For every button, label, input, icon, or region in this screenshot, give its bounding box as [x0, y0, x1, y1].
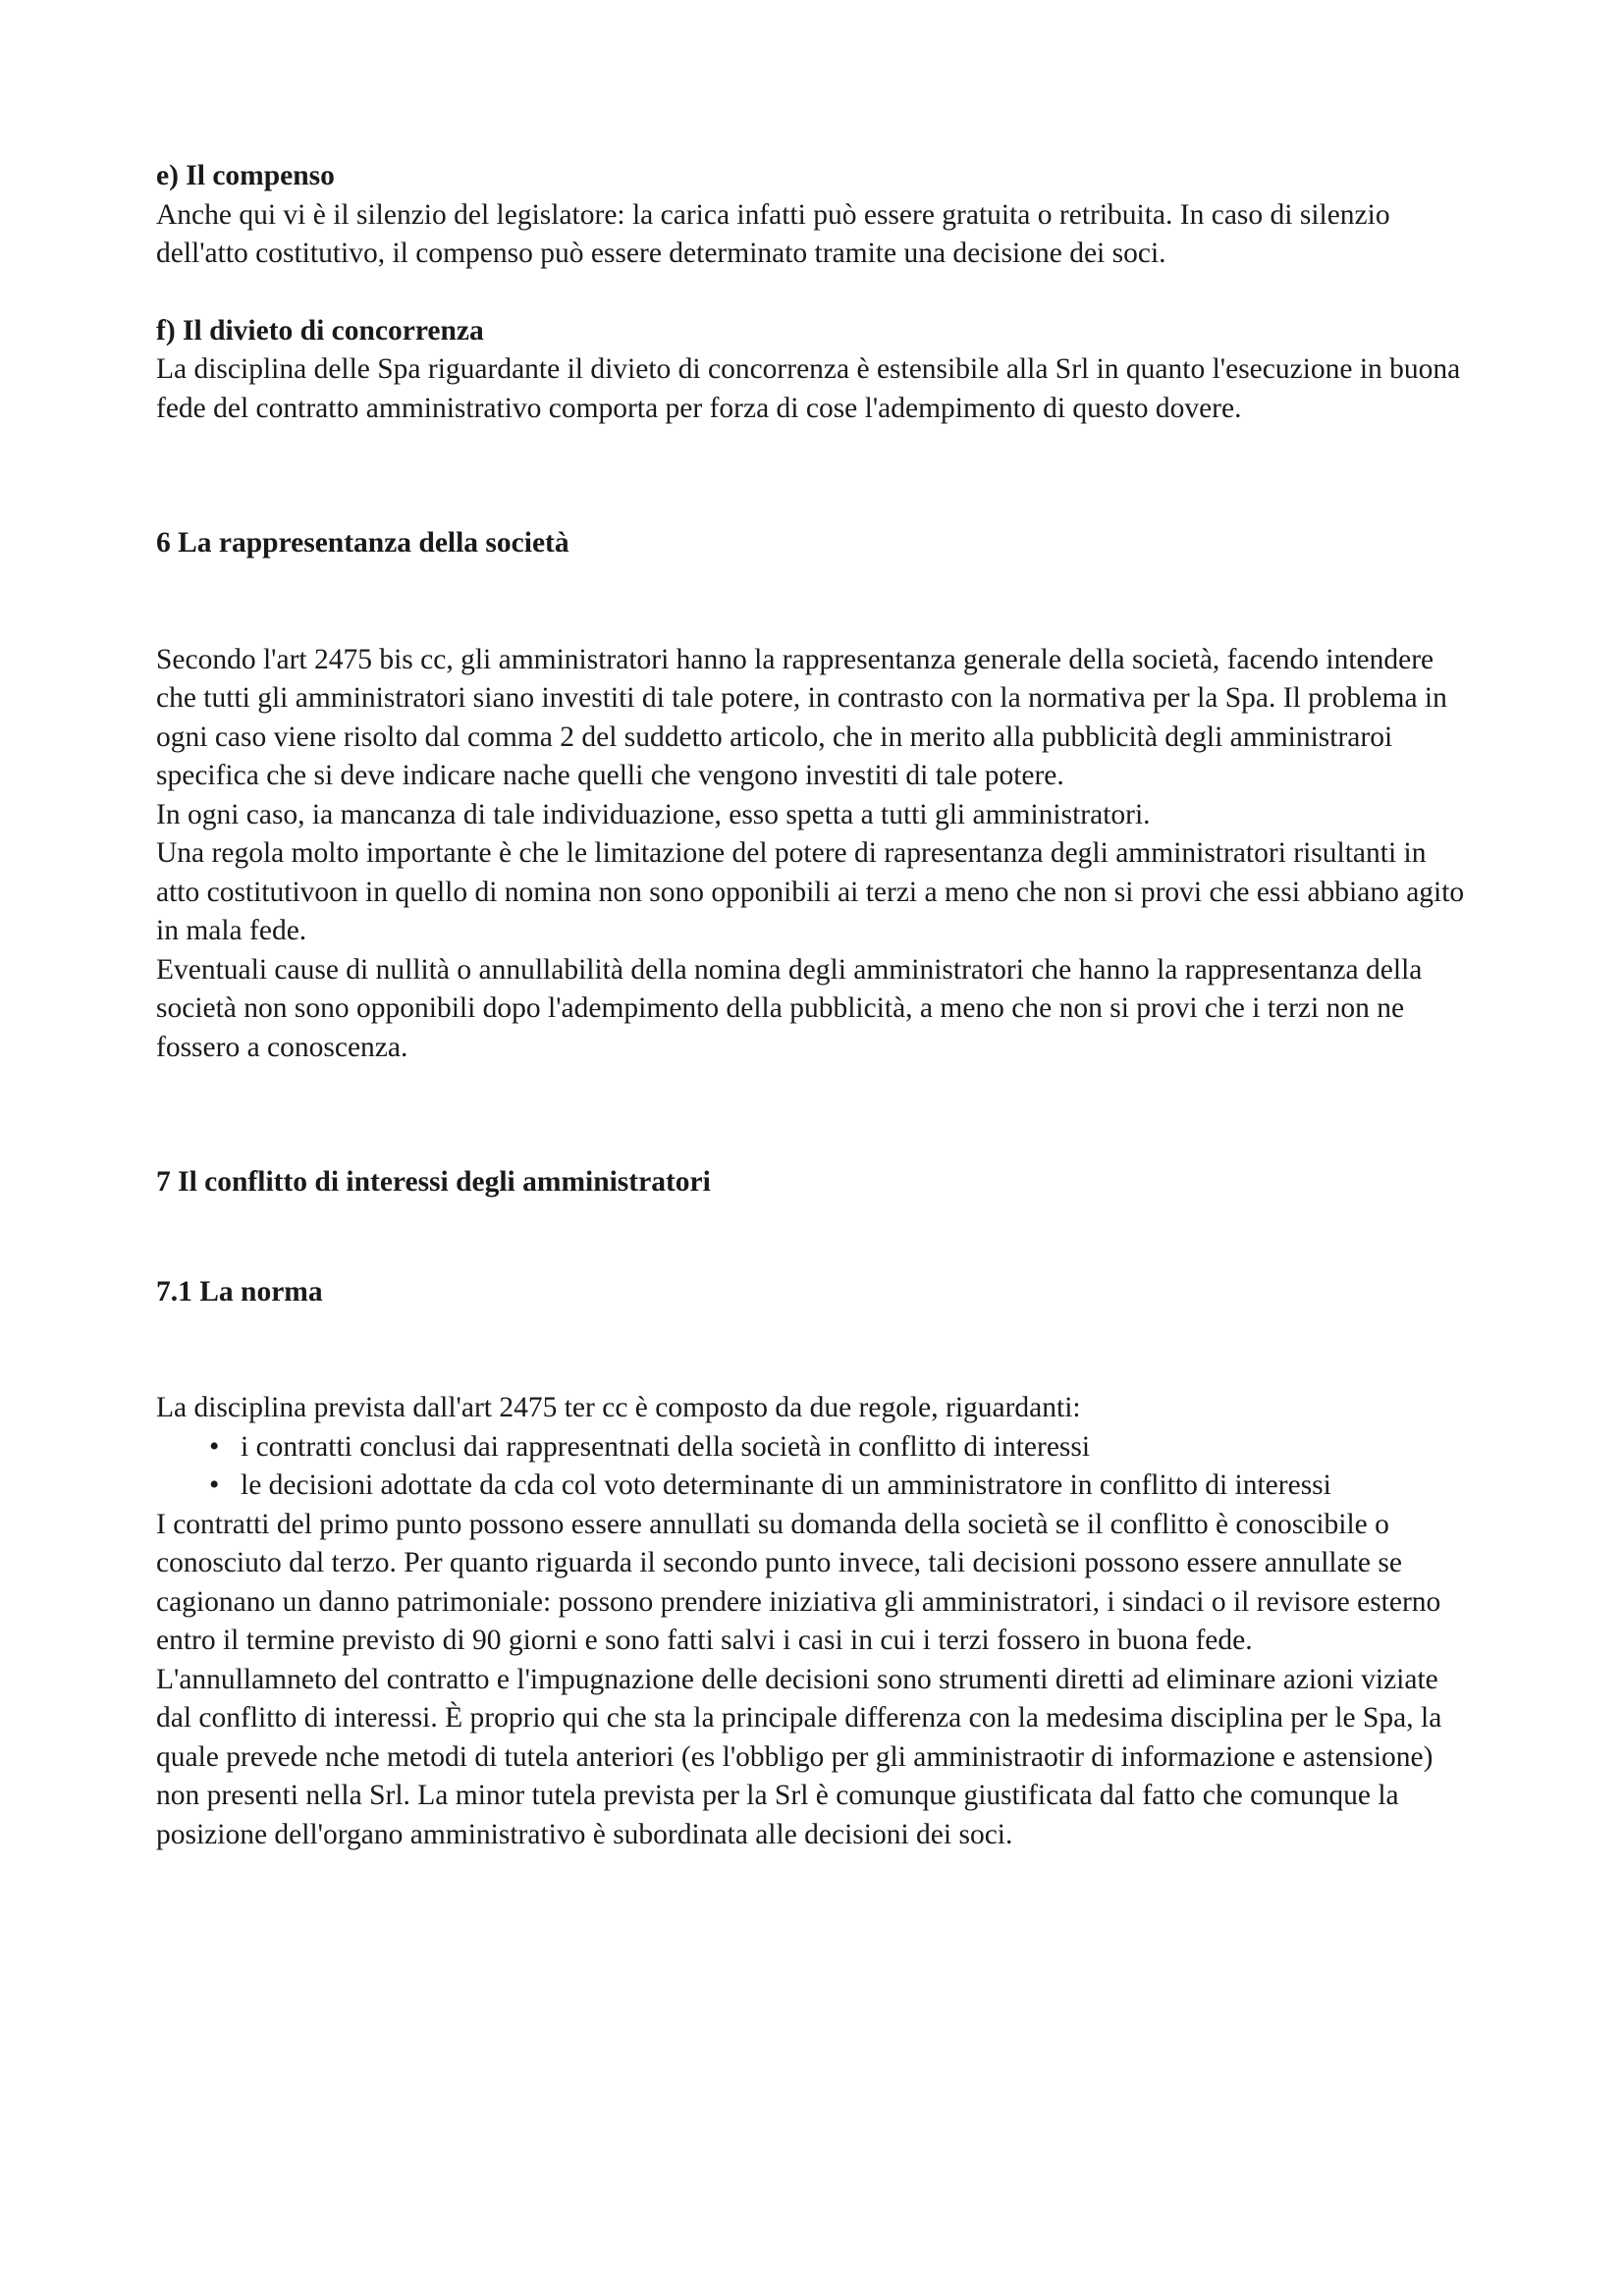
- paragraph-rappresentanza-4: Eventuali cause di nullità o annullabilità della nomina degli amministratori che hanno la rappresentanza della società non sono opponibili dopo l'adempimento della pubblicità, a meno che non si provi che i terzi non ne fossero a conoscenza.: [156, 953, 1423, 1063]
- section-heading-divieto: f) Il divieto di concorrenza: [156, 314, 484, 347]
- spacer: [156, 1202, 1472, 1273]
- spacer: [156, 1311, 1472, 1389]
- paragraph-rappresentanza-1: Secondo l'art 2475 bis cc, gli amministratori hanno la rappresentanza generale della società, facendo intendere che tutti gli amministratori siano investiti di tale potere, in contrasto con la normativa per la Spa. Il problema in ogni caso viene risolto dal comma 2 del suddetto articolo, che in merito alla pubblicità degli amministraroi specifica che si deve indicare nache quelli che vengono investiti di tale potere.: [156, 643, 1447, 791]
- paragraph-rappresentanza-2: In ogni caso, ia mancanza di tale individuazione, esso spetta a tutti gli amministratori.: [156, 798, 1151, 830]
- bullet-list: [156, 1428, 1472, 1506]
- document-page: [156, 157, 1472, 1854]
- list-item-text: le decisioni adottate da cda col voto determinante di un amministratore in conflitto di interessi: [241, 1469, 1331, 1501]
- list-item: [209, 1428, 1472, 1468]
- paragraph-conflitto-1: I contratti del primo punto possono essere annullati su domanda della società se il conflitto è conoscibile o conosciuto dal terzo. Per quanto riguarda il secondo punto invece, tali decisioni possono essere annullate se cagionano un danno patrimoniale: possono prendere iniziativa gli amministratori, i sindaci o il revisore esterno entro il termine previsto di 90 giorni e sono fatti salvi i casi in cui i terzi fossero in buona fede.: [156, 1508, 1441, 1656]
- bullet-icon: •: [209, 1469, 220, 1501]
- spacer: [156, 563, 1472, 641]
- section-heading-rappresentanza: 6 La rappresentanza della società: [156, 527, 569, 559]
- paragraph-rappresentanza-3: Una regola molto importante è che le limitazione del potere di rapresentanza degli amministratori risultanti in atto costitutivoon in quello di nomina non sono opponibili ai terzi a meno che non si provi che essi abbiano agito in mala fede.: [156, 837, 1465, 946]
- paragraph-conflitto-2: L'annullamneto del contratto e l'impugnazione delle decisioni sono strumenti diretti ad eliminare azioni viziate dal conflitto di interessi. È proprio qui che sta la principale differenza con la medesima disciplina per le Spa, la quale prevede nche metodi di tutela anteriori (es l'obbligo per gli amministraotir di informazione e astensione) non presenti nella Srl. La minor tutela prevista per la Srl è comunque giustificata dal fatto che comunque la posizione dell'organo amministrativo è subordinata alle decisioni dei soci.: [156, 1663, 1442, 1850]
- list-item-text: i contratti conclusi dai rappresentnati della società in conflitto di interessi: [241, 1430, 1091, 1463]
- spacer: [156, 1067, 1472, 1163]
- section-heading-compenso: e) Il compenso: [156, 160, 335, 191]
- paragraph-divieto: La disciplina delle Spa riguardante il divieto di concorrenza è estensibile alla Srl in quanto l'esecuzione in buona fede del contratto amministrativo comporta per forza di cose l'adempimento di questo dovere.: [156, 353, 1461, 424]
- list-item: [209, 1467, 1472, 1506]
- section-heading-conflitto: 7 Il conflitto di interessi degli amministratori: [156, 1166, 711, 1198]
- bullet-icon: •: [209, 1430, 220, 1463]
- paragraph-conflitto-intro: La disciplina prevista dall'art 2475 ter cc è composto da due regole, riguardanti:: [156, 1392, 1081, 1423]
- spacer: [156, 274, 1472, 312]
- paragraph-compenso: Anche qui vi è il silenzio del legislatore: la carica infatti può essere gratuita o retribuita. In caso di silenzio dell'atto costitutivo, il compenso può essere determinato tramite una decisione dei soci.: [156, 198, 1390, 269]
- spacer: [156, 428, 1472, 524]
- subsection-heading-norma: 7.1 La norma: [156, 1275, 323, 1308]
